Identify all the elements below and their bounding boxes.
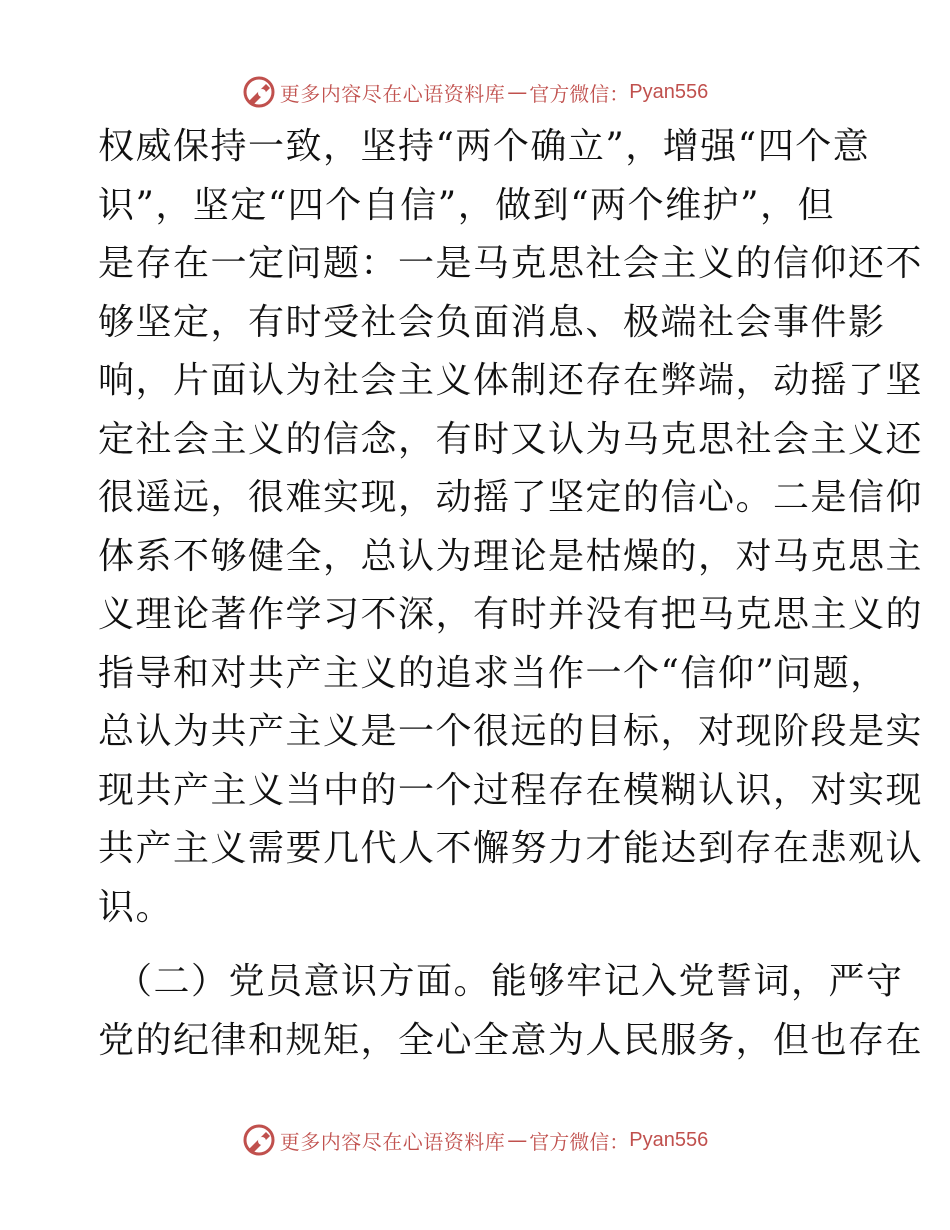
document-body xyxy=(98,118,924,1070)
text-line: （二）党员意识方面。能够牢记入党誓词，严守 xyxy=(116,961,904,1002)
wechat-label: 官方微信： xyxy=(529,81,630,106)
header-banner xyxy=(0,72,950,112)
logo-icon xyxy=(242,1123,276,1157)
text-line: 很遥远，很难实现，动摇了坚定的信心。二是信仰 xyxy=(98,477,924,518)
text-line: 指导和对共产主义的追求当作一个“信仰”问题， xyxy=(98,652,888,694)
text-line: 权威保持一致，坚持“两个确立”，增强“四个意 xyxy=(98,126,871,167)
text-line: 识。 xyxy=(98,886,174,928)
banner-separator: — xyxy=(507,80,528,104)
text-line: 响，片面认为社会主义体制还存在弊端，动摇了坚 xyxy=(98,360,924,401)
paragraph-1 xyxy=(98,118,924,937)
text-line: 识”，坚定“四个自信”，做到“两个维护”，但 xyxy=(98,184,836,226)
banner-separator: — xyxy=(507,1128,528,1152)
text-line: 体系不够健全，总认为理论是枯燥的，对马克思主 xyxy=(98,535,924,577)
text-line: 现共产主义当中的一个过程存在模糊认识，对实现 xyxy=(98,769,924,811)
footer-banner xyxy=(0,1120,950,1160)
text-line: 共产主义需要几代人不懈努力才能达到存在悲观认 xyxy=(98,828,924,869)
wechat-id: Pyan556 xyxy=(629,80,709,103)
text-line: 党的纪律和规矩，全心全意为人民服务，但也存在 xyxy=(98,1019,924,1061)
banner-title: 更多内容尽在心语资料库 xyxy=(279,81,506,106)
wechat-id: Pyan556 xyxy=(629,1128,709,1151)
text-line: 定社会主义的信念，有时又认为马克思社会主义还 xyxy=(98,418,924,460)
wechat-label: 官方微信： xyxy=(529,1129,630,1154)
logo-icon xyxy=(242,75,276,109)
paragraph-2 xyxy=(98,953,924,1070)
text-line: 义理论著作学习不深，有时并没有把马克思主义的 xyxy=(98,594,924,635)
text-line: 够坚定，有时受社会负面消息、极端社会事件影 xyxy=(98,301,886,343)
text-line: 总认为共产主义是一个很远的目标，对现阶段是实 xyxy=(98,711,924,752)
banner-title: 更多内容尽在心语资料库 xyxy=(279,1129,506,1154)
text-line: 是存在一定问题：一是马克思社会主义的信仰还不 xyxy=(98,243,924,284)
